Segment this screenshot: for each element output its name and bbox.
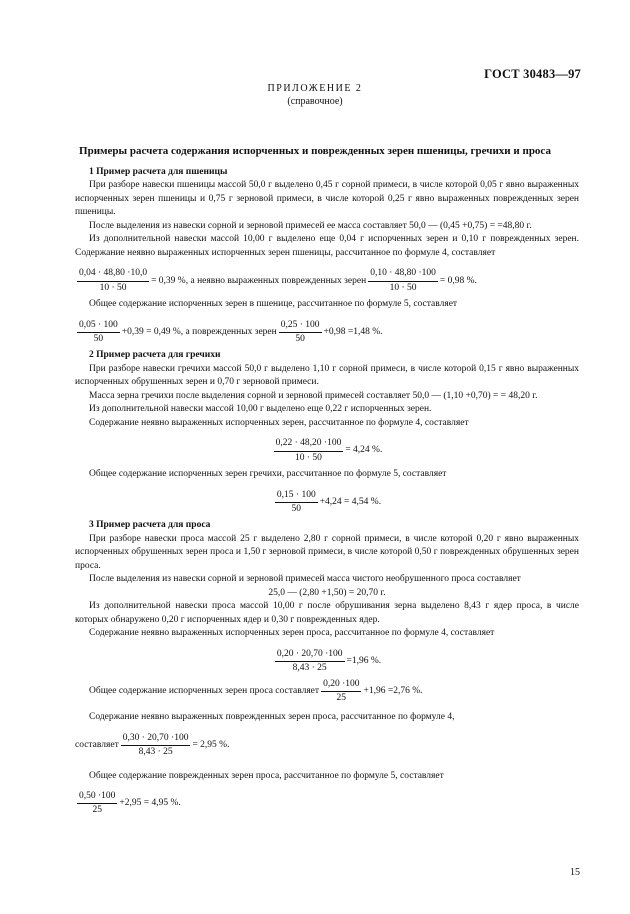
paragraph: При разборе навески пшеницы массой 50,0 г выделено 0,45 г сорной примеси, в числе которой 0,05 г явно выраженных испорченных зерен пшеницы и 0,75 г зерновой примеси, в числе которой 0,25 г явно выраженных поврежденных зерен пшеницы. [75, 180, 579, 218]
paragraph: Масса зерна гречихи после выделения сорной и зерновой примесей составляет 50,0 — (1,10 +0,70) = = 48,20 г. [89, 390, 538, 401]
fraction: $\frac{0,10 \cdot 48,80 \cdot 100}{10 \cdot 50}$ [370, 268, 436, 293]
paragraph: Содержание неявно выраженных испорченных зерен, рассчитанное по формуле 4, составляет [89, 417, 469, 428]
fraction: $\frac{0,20 \cdot 100}{25}$ [323, 678, 360, 703]
formula [75, 679, 579, 705]
section-heading-buckwheat: 2 Пример расчета для гречихи [89, 350, 221, 361]
formula-result: +0,98 =1,48 %. [323, 326, 383, 337]
formula [75, 649, 579, 675]
formula [75, 490, 579, 516]
fraction: $\frac{0,22 \cdot 48,20 \cdot 100}{10 \cdot 50}$ [275, 438, 342, 463]
paragraph: При разборе навески проса массой 25 г выделено 2,80 г сорной примеси, в числе которой 0,20 г явно выраженных испорченных обрушенных зерен проса и 1,50 г зерновой примеси, в числе которой 0,50 г поврежденных обрушенных зерен проса. [75, 533, 579, 571]
fraction: $\frac{0,30 \cdot 20,70 \cdot 100}{8,43 \cdot 25}$ [122, 732, 189, 758]
document-body [75, 166, 579, 821]
section-heading-millet: 3 Пример расчета для проса [89, 520, 211, 531]
formula-result: +1,96 =2,76 %. [363, 685, 423, 696]
formula [75, 791, 579, 817]
formula-result: = 0,98 %. [439, 275, 477, 286]
paragraph: Содержание неявно выраженных испорченных зерен проса, рассчитанное по формуле 4, составляет [89, 628, 495, 639]
formula [75, 320, 579, 346]
paragraph: При разборе навески гречихи массой 50,0 г выделено 1,10 г сорной примеси, в числе которой 0,15 г явно выраженных испорченных обрушенных зерен и 0,70 г зерновой примеси. [75, 363, 579, 388]
appendix-subtitle: (справочное) [287, 96, 343, 107]
paragraph: Общее содержание поврежденных зерен проса, рассчитанное по формуле 5, составляет [89, 770, 444, 781]
paragraph: Из дополнительной навески проса массой 10,00 г после обрушивания зерна выделено 8,43 г ядер проса, в числе которых обнаружено 0,20 г испорченных ядер и 0,30 г поврежденных ядер. [75, 601, 579, 625]
paragraph: Из дополнительной навески массой 10,00 г выделено еще 0,22 г испорченных зерен. [89, 404, 432, 415]
fraction: $\frac{0,20 \cdot 20,70 \cdot 100}{8,43 \cdot 25}$ [276, 648, 343, 674]
formula [75, 268, 579, 294]
section-heading-wheat: 1 Пример расчета для пшеницы [89, 167, 228, 177]
formula-result: = 2,95 %. [192, 739, 230, 750]
paragraph: Общее содержание испорченных зерен гречихи, рассчитанное по формуле 5, составляет [89, 469, 447, 480]
formula-result: = 4,24 %. [345, 445, 383, 456]
formula [75, 438, 579, 464]
page-number: 15 [570, 867, 580, 878]
formula-result: +2,95 = 4,95 %. [119, 798, 181, 809]
paragraph: После выделения из навески сорной и зерновой примесей масса чистого необрушенного проса составляет [89, 574, 521, 585]
fraction: $\frac{0,25 \cdot 100}{50}$ [280, 319, 320, 345]
paragraph: Содержание неявно выраженных поврежденных зерен проса, рассчитанное по формуле 4, [89, 712, 455, 723]
paragraph: Общее содержание испорченных зерен проса составляет [89, 685, 320, 696]
paragraph: После выделения из навески сорной и зерновой примесей ее масса составляет 50,0 — (0,45 +0,75) = =48,80 г. [89, 220, 532, 231]
fraction: $\frac{0,05 \cdot 100}{50}$ [79, 319, 118, 345]
appendix-title: ПРИЛОЖЕНИЕ 2 [267, 83, 363, 94]
fraction: $\frac{0,04 \cdot 48,80 \cdot 10,0}{10 \cdot 50}$ [79, 268, 148, 293]
equation: 25,0 — (2,80 +1,50) = 20,70 г. [268, 587, 386, 598]
fraction: $\frac{0,50 \cdot 100}{25}$ [79, 791, 116, 816]
formula-result: +0,39 = 0,49 %, а поврежденных зерен [121, 326, 277, 337]
fraction: $\frac{0,15 \cdot 100}{50}$ [276, 489, 316, 514]
formula-result: = 0,39 %, а неявно выраженных поврежденных зерен [151, 275, 367, 286]
page-title: Примеры расчета содержания испорченных и поврежденных зерен пшеницы, гречихи и проса [79, 145, 551, 157]
paragraph: составляет [75, 739, 119, 750]
formula-result: =1,96 %. [346, 655, 382, 666]
paragraph: Из дополнительной навески массой 10,00 г выделено еще 0,04 г испорченных зерен и 0,10 г поврежденных зерен. Содержание неявно выраженных испорченных зерен пшеницы, рассчитанное по формуле 4, составляет [75, 234, 579, 258]
paragraph: Общее содержание испорченных зерен в пшенице, рассчитанное по формуле 5, составляет [89, 299, 458, 310]
standard-code: ГОСТ 30483—97 [484, 67, 581, 81]
formula-result: +4,24 = 4,54 %. [319, 496, 382, 507]
formula [75, 733, 579, 759]
